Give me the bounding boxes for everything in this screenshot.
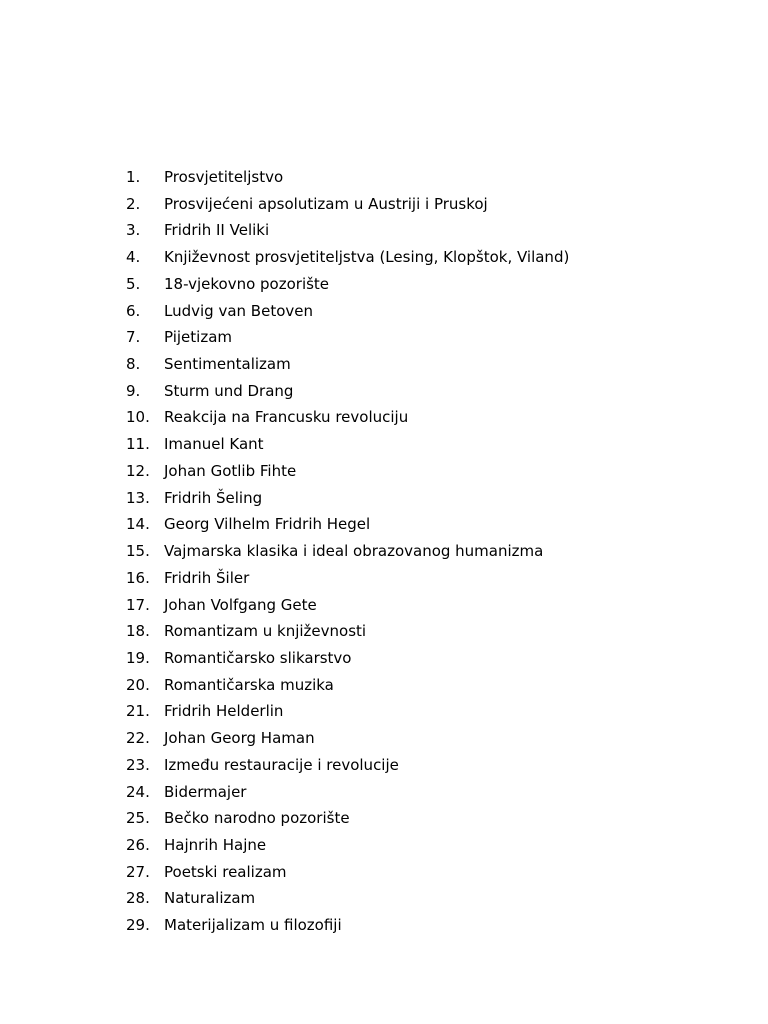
list-item-text: Johan Georg Haman [164, 729, 315, 748]
list-item-text: Johan Gotlib Fihte [164, 461, 297, 480]
list-item [126, 191, 569, 218]
list-item-number: 24. [126, 782, 150, 801]
list-item-number: 14. [126, 515, 150, 534]
list-item-number: 25. [126, 809, 150, 828]
list-item [126, 244, 569, 271]
list-item-number: 26. [126, 835, 150, 854]
list-item-number: 16. [126, 568, 150, 587]
list-item [126, 538, 569, 565]
list-item [126, 378, 569, 405]
list-item-text: Bidermajer [164, 782, 247, 801]
list-item-number: 27. [126, 862, 150, 881]
list-item-number: 1. [126, 168, 141, 186]
list-item-number: 20. [126, 675, 150, 694]
list-item-number: 3. [126, 221, 141, 240]
list-item [126, 351, 569, 378]
list-item-number: 21. [126, 702, 150, 721]
list-item [126, 859, 569, 886]
list-item-text: Sentimentalizam [164, 355, 291, 374]
list-item-text: Fridrih Šiler [164, 568, 250, 587]
list-item-text: Poetski realizam [164, 862, 287, 881]
list-item [126, 725, 569, 752]
list-item [126, 912, 569, 939]
list-item-text: Prosvjetiteljstvo [164, 168, 284, 186]
list-item-text: Romantičarska muzika [164, 675, 334, 694]
list-item-number: 5. [126, 274, 141, 293]
list-item [126, 431, 569, 458]
list-item-text: Fridrih Helderlin [164, 702, 284, 721]
list-item-number: 15. [126, 542, 150, 561]
list-item [126, 404, 569, 431]
list-item [126, 779, 569, 806]
list-item-text: Materijalizam u filozofiji [164, 916, 342, 935]
list-item [126, 271, 569, 298]
list-item-text: Ludvig van Betoven [164, 301, 313, 320]
list-item-number: 12. [126, 461, 150, 480]
list-item-number: 9. [126, 381, 141, 400]
list-item-number: 13. [126, 488, 150, 507]
list-item-text: Pijetizam [164, 328, 233, 347]
list-item [126, 832, 569, 859]
list-item [126, 752, 569, 779]
list-item [126, 164, 569, 191]
list-item [126, 885, 569, 912]
list-item-text: Sturm und Drang [164, 381, 294, 400]
list-item-text: Romantizam u književnosti [164, 622, 367, 641]
list-item-text: Georg Vilhelm Fridrih Hegel [164, 515, 371, 534]
list-item-text: Bečko narodno pozorište [164, 809, 350, 828]
list-item-text: Fridrih II Veliki [164, 221, 270, 240]
list-item-number: 28. [126, 889, 150, 908]
list-item-number: 18. [126, 622, 150, 641]
list-item [126, 805, 569, 832]
list-item-number: 10. [126, 408, 150, 427]
list-item-number: 19. [126, 648, 150, 667]
topic-list [126, 164, 569, 939]
list-item-text: 18-vjekovno pozorište [164, 274, 330, 293]
list-item [126, 592, 569, 619]
list-item-text: Naturalizam [164, 889, 256, 908]
list-item-number: 23. [126, 755, 150, 774]
list-item [126, 672, 569, 699]
list-item-text: Romantičarsko slikarstvo [164, 648, 352, 667]
list-item-text: Johan Volfgang Gete [164, 595, 317, 614]
list-item-text: Prosvijećeni apsolutizam u Austriji i Pruskoj [164, 194, 488, 213]
list-item-text: Između restauracije i revolucije [164, 755, 399, 774]
list-item-number: 22. [126, 729, 150, 748]
list-item [126, 458, 569, 485]
list-item [126, 511, 569, 538]
list-item-text: Vajmarska klasika i ideal obrazovanog humanizma [164, 542, 544, 561]
list-item-number: 17. [126, 595, 150, 614]
list-item-number: 7. [126, 328, 141, 347]
list-item [126, 565, 569, 592]
list-item-text: Fridrih Šeling [164, 488, 263, 507]
list-item-number: 11. [126, 435, 150, 454]
list-item [126, 324, 569, 351]
list-item [126, 485, 569, 512]
list-item [126, 298, 569, 325]
list-item-text: Književnost prosvjetiteljstva (Lesing, Klopštok, Viland) [164, 248, 570, 267]
list-item-number: 29. [126, 916, 150, 935]
list-item-number: 2. [126, 194, 141, 213]
list-item [126, 618, 569, 645]
list-item-text: Reakcija na Francusku revoluciju [164, 408, 409, 427]
list-item-text: Imanuel Kant [164, 435, 264, 454]
list-item-number: 4. [126, 248, 141, 267]
list-item-number: 8. [126, 355, 141, 374]
list-item [126, 217, 569, 244]
list-item-number: 6. [126, 301, 141, 320]
list-item [126, 698, 569, 725]
list-item-text: Hajnrih Hajne [164, 835, 267, 854]
list-item [126, 645, 569, 672]
